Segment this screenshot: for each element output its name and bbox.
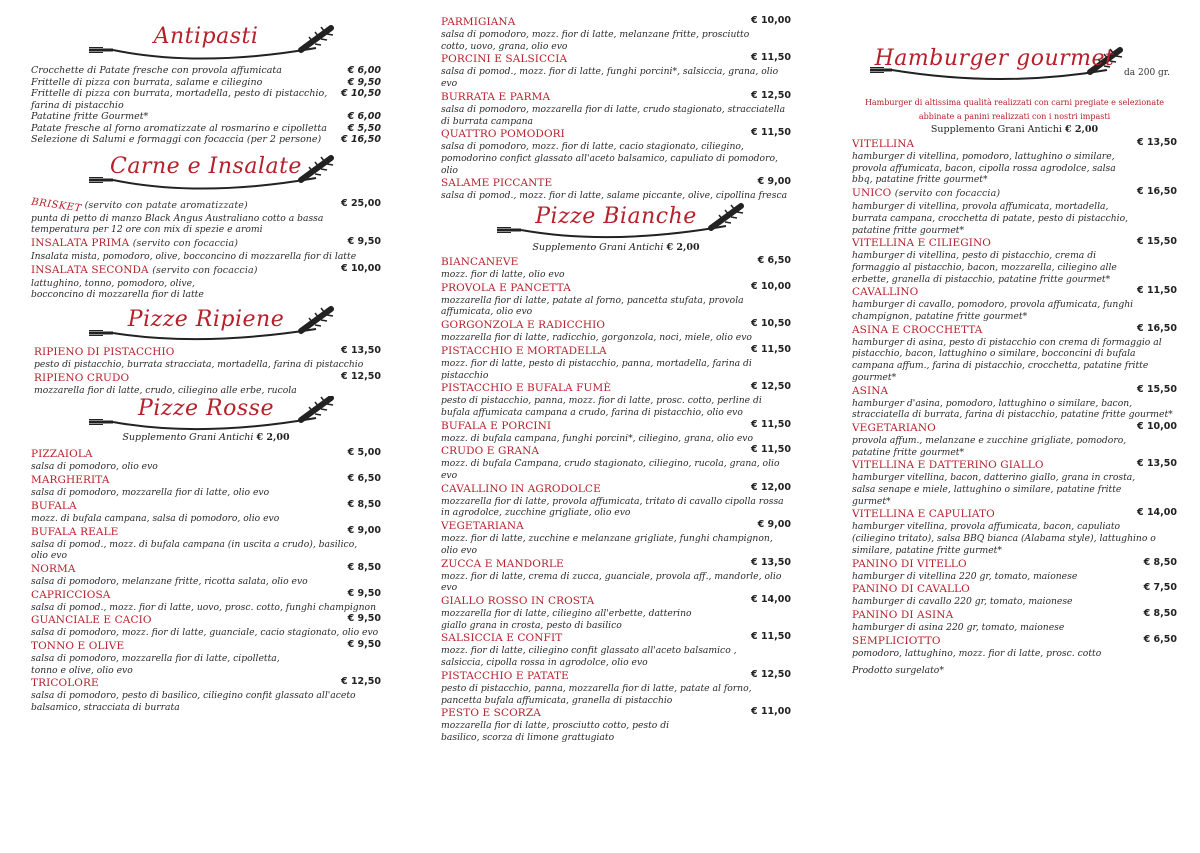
item-desc: salsa di pomodoro, mozz. fior di latte, melanzane fritte, prosciutto cotto, uovo, grana, olio evo xyxy=(441,29,750,52)
item-desc: mozzarella fior di latte, crudo, ciliegino alle erbe, rucola xyxy=(34,384,297,396)
item-name: PANINO DI ASINA xyxy=(852,608,954,621)
menu-item xyxy=(31,499,381,525)
item-desc: mozz. fior di latte, crema di zucca, guanciale, provola aff., mandorle, olio evo xyxy=(441,570,782,594)
item-price: € 14,00 xyxy=(751,593,791,605)
menu-item xyxy=(852,421,1177,458)
item-note: (servito con focaccia) xyxy=(132,237,239,249)
item-name: ASINA E CROCCHETTA xyxy=(852,323,983,336)
menu-item xyxy=(31,473,381,499)
menu-item xyxy=(31,88,381,111)
item-price: € 10,00 xyxy=(751,280,791,292)
item-desc: hamburger di asina, pesto di pistacchio con crema di formaggio al pistacchio, bacon, lattughino o similare, bocconcini di bufala campana affum., farina di pistacchio, crocchetta, patatine fritte gourmet* xyxy=(852,336,1162,383)
item-name: PISTACCHIO E PATATE xyxy=(441,669,569,682)
section-title: Antipasti xyxy=(153,24,259,49)
menu-item xyxy=(31,676,381,713)
item-price: € 8,50 xyxy=(347,561,381,573)
item-price: € 12,50 xyxy=(341,370,381,382)
section-title: Pizze Bianche xyxy=(535,204,697,230)
intro-line: Hamburger di altissima qualità realizzati con carni pregiate e selezionate xyxy=(864,98,1165,107)
item-note: (servito con patate aromatizzate) xyxy=(84,199,248,211)
item-desc: mozz. di bufala campana, salsa di pomodoro, olio evo xyxy=(31,512,280,524)
item-name: PANINO DI VITELLO xyxy=(852,557,967,570)
menu-item xyxy=(441,255,791,281)
item-desc: hamburger di vitellina 220 gr, tomato, maionese xyxy=(852,570,1078,582)
item-desc: Insalata mista, pomodoro, olive, bocconcino di mozzarella fior di latte xyxy=(31,250,357,262)
item-name: SEMPLICIOTTO xyxy=(852,634,941,647)
item-desc: mozzarella fior di latte, provola affumicata, tritato di cavallo cipolla rossa in agrodolce, zucchine grigliate, olio evo xyxy=(441,495,784,519)
item-price: € 6,50 xyxy=(757,255,791,267)
section-header-rosse xyxy=(31,396,381,432)
item-desc: salsa di pomodoro, mozzarella fior di latte, crudo stagionato, stracciatella di burrata campana xyxy=(441,103,786,127)
item-desc: mozz. di bufala Campana, crudo stagionato, ciliegino, rucola, grana, olio evo xyxy=(441,458,780,482)
menu-item xyxy=(31,613,381,639)
item-name: Crocchette di Patate fresche con provola affumicata xyxy=(31,65,282,76)
item-price: € 11,50 xyxy=(751,52,791,64)
menu-item xyxy=(441,594,791,631)
section-header-bianche xyxy=(441,202,791,242)
item-note: (servito con focaccia) xyxy=(152,264,258,276)
item-name: GUANCIALE E CACIO xyxy=(31,614,152,627)
item-price: € 12,50 xyxy=(751,668,791,680)
menu-item xyxy=(852,137,1177,186)
item-price: € 10,50 xyxy=(751,318,791,330)
menu-item xyxy=(441,482,791,519)
item-desc: hamburger di cavallo 220 gr, tomato, maionese xyxy=(852,596,1073,608)
item-desc: salsa di pomodoro, pesto di basilico, ciliegino confit glassato all'aceto balsamico, stracciata di burrata xyxy=(31,690,356,714)
menu-item xyxy=(852,507,1177,556)
item-desc: punta di petto di manzo Black Angus Australiano cotto a bassa temperatura per 12 ore con mix di spezie e aromi xyxy=(31,212,324,236)
item-name: VITELLINA E CILIEGINO xyxy=(852,237,991,250)
item-price: € 16,50 xyxy=(1137,322,1177,334)
item-name: RIPIENO CRUDO xyxy=(34,371,130,384)
intro-line: abbinate a panini realizzati con i nostri impasti xyxy=(918,112,1111,121)
supplement-label: Supplemento Grani Antichi xyxy=(532,242,664,254)
item-name: BIANCANEVE xyxy=(441,256,519,269)
menu-item xyxy=(852,608,1177,634)
menu-column-3 xyxy=(852,40,1177,676)
item-desc: salsa di pomodoro, olio evo xyxy=(31,461,158,473)
menu-item xyxy=(852,458,1177,507)
menu-column-2 xyxy=(441,15,791,744)
item-name: BUFALA E PORCINI xyxy=(441,419,552,432)
menu-item xyxy=(852,582,1177,608)
item-price: € 15,50 xyxy=(1137,383,1177,395)
menu-item xyxy=(31,123,381,135)
item-desc: mozz. fior di latte, ciliegino confit glassato all'aceto balsamico , salsiccia, cipolla rossa in agrodolce, olio evo xyxy=(441,645,737,669)
item-name: INSALATA SECONDA xyxy=(31,263,149,276)
item-desc: salsa di pomod., mozz. fior di latte, salame piccante, olive, cipollina fresca xyxy=(441,190,788,202)
menu-item xyxy=(31,134,381,146)
brisket-badge: BRISKET xyxy=(30,196,83,214)
item-price: € 13,50 xyxy=(1137,137,1177,148)
supplement-price: € 2,00 xyxy=(256,432,290,444)
menu-item xyxy=(852,384,1177,421)
item-name: BUFALA xyxy=(31,499,77,512)
item-price: € 8,50 xyxy=(347,498,381,510)
supplement-note xyxy=(852,124,1177,135)
item-desc: lattughino, tonno, pomodoro, olive, bocconcino di mozzarella fior di latte xyxy=(31,277,204,301)
menu-item xyxy=(441,52,791,89)
item-note: (servito con focaccia) xyxy=(894,188,1001,200)
item-price: € 5,50 xyxy=(347,122,381,134)
item-name: PARMIGIANA xyxy=(441,16,516,28)
item-name: SALAME PICCANTE xyxy=(441,177,553,190)
menu-item xyxy=(441,631,791,668)
supplement-note xyxy=(441,242,791,253)
item-price: € 13,50 xyxy=(751,556,791,568)
item-name: PISTACCHIO E MORTADELLA xyxy=(441,344,607,357)
menu-item xyxy=(31,525,381,562)
item-price: € 9,50 xyxy=(347,587,381,599)
supplement-label: Supplemento Grani Antichi xyxy=(930,124,1062,135)
menu-column-1 xyxy=(31,0,381,714)
item-desc: hamburger di asina 220 gr, tomato, maionese xyxy=(852,621,1065,633)
menu-item xyxy=(852,557,1177,583)
item-name: VITELLINA E DATTERINO GIALLO xyxy=(852,459,1044,472)
section-title: Pizze Rosse xyxy=(138,396,274,422)
item-desc: hamburger vitellina, bacon, datterino giallo, grana in crosta, salsa senape e miele, lattughino o similare, patatine fritte gurmet* xyxy=(852,472,1136,507)
rosse-cont-list xyxy=(441,15,791,202)
item-name: ZUCCA E MANDORLE xyxy=(441,557,564,570)
frozen-product-footnote: Prodotto surgelato* xyxy=(852,665,944,677)
item-price: € 25,00 xyxy=(341,197,381,209)
menu-item xyxy=(31,263,381,301)
menu-item xyxy=(852,285,1177,322)
menu-item xyxy=(31,236,381,263)
item-desc: hamburger di vitellina, provola affumicata, mortadella, burrata campana, crocchetta di patate, pesto di pistacchio, patatine fritte gourmet* xyxy=(852,201,1129,236)
menu-item xyxy=(441,318,791,344)
item-name: VEGETARIANA xyxy=(441,520,524,533)
item-name: Patatine fritte Gourmet* xyxy=(31,111,149,122)
section-header-hamburger xyxy=(852,40,1177,86)
menu-item xyxy=(31,198,381,236)
weight-note: da 200 gr. xyxy=(1124,68,1170,78)
section-header-carne xyxy=(31,150,381,192)
item-desc: mozz. fior di latte, olio evo xyxy=(441,269,565,281)
menu-item xyxy=(31,588,381,614)
section-header-ripiene xyxy=(31,303,381,345)
item-desc: mozzarella fior di latte, radicchio, gorgonzola, noci, miele, olio evo xyxy=(441,332,752,344)
item-price: € 9,50 xyxy=(347,235,381,247)
antipasti-list xyxy=(31,65,381,146)
supplement-price: € 2,00 xyxy=(1065,124,1099,135)
item-price: € 9,00 xyxy=(347,524,381,536)
menu-item xyxy=(31,639,381,676)
item-price: € 11,50 xyxy=(751,343,791,355)
menu-item xyxy=(852,236,1177,285)
item-name: GORGONZOLA E RADICCHIO xyxy=(441,319,606,332)
item-name: PROVOLA E PANCETTA xyxy=(441,281,571,294)
menu-item xyxy=(31,447,381,473)
item-price: € 10,00 xyxy=(1137,420,1177,432)
item-name: MARGHERITA xyxy=(31,474,110,487)
item-name: VEGETARIANO xyxy=(852,421,936,434)
carne-list xyxy=(31,198,381,302)
menu-item xyxy=(31,65,381,77)
section-title: Carne e Insalate xyxy=(110,153,302,179)
menu-item xyxy=(441,444,791,481)
menu-item xyxy=(852,323,1177,384)
item-name: PESTO E SCORZA xyxy=(441,707,541,720)
item-name: CAVALLINO IN AGRODOLCE xyxy=(441,482,601,495)
item-price: € 14,00 xyxy=(1137,507,1177,519)
menu-item xyxy=(441,176,791,202)
menu-item xyxy=(31,111,381,123)
menu-item xyxy=(31,77,381,89)
item-price: € 11,50 xyxy=(751,631,791,643)
item-price: € 6,50 xyxy=(1143,633,1177,645)
item-price: € 16,50 xyxy=(1137,186,1177,198)
item-desc: mozzarella fior di latte, patate al forno, pancetta stufata, provola affumicata, olio evo xyxy=(441,294,744,318)
item-price: € 16,50 xyxy=(341,134,381,145)
item-price: € 12,50 xyxy=(751,89,791,101)
item-desc: hamburger di vitellina, pesto di pistacchio, crema di formaggio al pistacchio, bacon, mozzarella, ciliegino alle erbette, granella di pistacchio, patatine fritte gourmet* xyxy=(852,250,1117,285)
item-desc: mozz. fior di latte, pesto di pistacchio, panna, mortadella, farina di pistacchio xyxy=(441,357,752,381)
item-name: UNICO xyxy=(852,187,892,200)
item-price: € 8,50 xyxy=(1143,556,1177,568)
menu-item xyxy=(31,345,381,371)
item-desc: hamburger d'asina, pomodoro, lattughino o similare, bacon, stracciatella di burrata, farina di pistacchio, patatine fritte gourmet* xyxy=(852,397,1173,421)
item-price: € 11,50 xyxy=(751,444,791,456)
item-price: € 6,00 xyxy=(347,111,381,122)
item-desc: mozzarella fior di latte, prosciutto cotto, pesto di basilico, scorza di limone grattugiato xyxy=(441,720,670,743)
item-name: ASINA xyxy=(852,384,889,397)
item-price: € 12,50 xyxy=(751,381,791,393)
item-name: CAPRICCIOSA xyxy=(31,588,111,601)
item-price: € 10,00 xyxy=(751,15,791,26)
item-price: € 10,00 xyxy=(341,262,381,274)
section-header-antipasti xyxy=(31,20,381,62)
item-desc: salsa di pomod., mozz. fior di latte, funghi porcini*, salsiccia, grana, olio evo xyxy=(441,66,779,90)
menu-item xyxy=(441,381,791,418)
menu-item xyxy=(441,419,791,445)
item-name: VITELLINA E CAPULIATO xyxy=(852,508,995,521)
item-desc: salsa di pomod., mozz. fior di latte, uovo, prosc. cotto, funghi champignon xyxy=(31,601,376,613)
item-desc: pesto di pistacchio, burrata stracciata, mortadella, farina di pistacchio xyxy=(34,359,364,371)
item-name: TRICOLORE xyxy=(31,677,99,690)
item-name: NORMA xyxy=(31,562,76,575)
menu-item xyxy=(441,669,791,706)
item-price: € 15,50 xyxy=(1137,236,1177,248)
menu-item xyxy=(441,15,791,52)
item-name: BUFALA REALE xyxy=(31,525,119,538)
item-price: € 11,50 xyxy=(1137,285,1177,297)
item-name: PIZZAIOLA xyxy=(31,448,93,461)
menu-item xyxy=(852,186,1177,236)
item-price: € 12,00 xyxy=(751,481,791,493)
item-desc: salsa di pomodoro, mozzarella fior di latte, cipolletta, tonno e olive, olio evo xyxy=(31,653,280,676)
menu-item xyxy=(441,281,791,318)
item-price: € 6,50 xyxy=(347,473,381,485)
item-price: € 9,50 xyxy=(347,76,381,88)
item-desc: salsa di pomodoro, mozz. fior di latte, cacio stagionato, ciliegino, pomodorino confict glassato all'aceto balsamico, capuliato di pomodoro, olio xyxy=(441,141,778,176)
bianche-list xyxy=(441,255,791,744)
item-price: € 9,50 xyxy=(347,613,381,625)
menu-item xyxy=(31,371,381,397)
item-desc: pomodoro, lattughino, mozz. fior di latte, prosc. cotto xyxy=(852,647,1102,659)
menu-item xyxy=(441,127,791,176)
item-name: CRUDO E GRANA xyxy=(441,445,540,458)
item-desc: mozz. fior di latte, zucchine e melanzane grigliate, funghi champignon, olio evo xyxy=(441,533,773,556)
item-price: € 9,00 xyxy=(757,519,791,531)
item-price: € 7,50 xyxy=(1143,582,1177,594)
item-name: GIALLO ROSSO IN CROSTA xyxy=(441,594,595,607)
item-desc: mozzarella fior di latte, ciliegino all'erbette, datterino giallo grana in crosta, pesto di basilico xyxy=(441,607,692,631)
item-name: CAVALLINO xyxy=(852,286,919,299)
hamburger-intro xyxy=(852,96,1177,124)
hamburger-list xyxy=(852,137,1177,659)
item-price: € 6,00 xyxy=(347,65,381,76)
item-desc: salsa di pomodoro, mozzarella fior di latte, olio evo xyxy=(31,487,270,499)
item-name: TONNO E OLIVE xyxy=(31,640,125,653)
menu-item xyxy=(31,562,381,588)
item-desc: hamburger vitellina, provola affumicata, bacon, capuliato (ciliegino tritato), salsa BBQ bianca (Alabama style), lattughino o similare, patatine fritte gurmet* xyxy=(852,521,1156,556)
item-name: QUATTRO POMODORI xyxy=(441,128,565,141)
item-name: BURRATA E PARMA xyxy=(441,90,551,103)
supplement-label: Supplemento Grani Antichi xyxy=(122,432,254,444)
ripiene-list xyxy=(31,345,381,396)
item-name: PORCINI E SALSICCIA xyxy=(441,53,568,66)
item-desc: mozz. di bufala campana, funghi porcini*, ciliegino, grana, olio evo xyxy=(441,432,754,444)
menu-item xyxy=(852,634,1177,660)
item-name: Frittelle di pizza con burrata, mortadella, pesto di pistacchio, farina di pistacchio xyxy=(31,88,328,111)
item-price: € 5,00 xyxy=(347,447,381,459)
menu-item xyxy=(441,706,791,743)
item-desc: salsa di pomodoro, melanzane fritte, ricotta salata, olio evo xyxy=(31,575,308,587)
item-desc: salsa di pomod., mozz. di bufala campana (in uscita a crudo), basilico, olio evo xyxy=(31,538,358,562)
section-title: Hamburger gourmet xyxy=(874,46,1115,71)
rosse-list xyxy=(31,447,381,713)
item-desc: hamburger di vitellina, pomodoro, lattughino o similare, provola affumicata, bacon, cipolla rossa agrodolce, salsa bbq, patatine fritte gourmet* xyxy=(852,151,1116,186)
item-name: Patate fresche al forno aromatizzate al rosmarino e cipolletta xyxy=(31,122,327,134)
section-title: Pizze Ripiene xyxy=(127,307,285,333)
item-name: INSALATA PRIMA xyxy=(31,236,130,249)
item-price: € 9,00 xyxy=(757,176,791,188)
item-price: € 11,50 xyxy=(751,418,791,430)
item-name: Selezione di Salumi e formaggi con focaccia (per 2 persone) xyxy=(31,134,322,145)
item-name: VITELLINA xyxy=(852,138,915,150)
menu-item xyxy=(441,557,791,594)
item-desc: provola affum., melanzane e zucchine grigliate, pomodoro, patatine fritte gourmet* xyxy=(852,434,1127,458)
item-price: € 9,50 xyxy=(347,639,381,651)
item-name: RIPIENO DI PISTACCHIO xyxy=(34,346,175,359)
item-desc: pesto di pistacchio, panna, mozzarella fior di latte, patate al forno, pancetta bufala affumicata, granella di pistacchio xyxy=(441,682,752,706)
menu-item xyxy=(441,90,791,127)
item-price: € 13,50 xyxy=(341,345,381,357)
menu-item xyxy=(441,519,791,556)
item-name: PANINO DI CAVALLO xyxy=(852,583,970,596)
item-name: SALSICCIA E CONFIT xyxy=(441,632,563,645)
item-desc: pesto di pistacchio, panna, mozz. fior di latte, prosc. cotto, perline di bufala affumicata campana a crudo, farina di pistacchio, olio evo xyxy=(441,395,762,418)
menu-item xyxy=(441,344,791,381)
item-desc: hamburger di cavallo, pomodoro, provola affumicata, funghi champignon, patatine fritte gourmet* xyxy=(852,299,1134,323)
supplement-price: € 2,00 xyxy=(666,242,700,254)
item-price: € 13,50 xyxy=(1137,458,1177,470)
item-price: € 12,50 xyxy=(341,676,381,688)
item-price: € 11,50 xyxy=(751,127,791,139)
item-price: € 8,50 xyxy=(1143,607,1177,619)
item-price: € 10,50 xyxy=(341,88,381,99)
item-name: Frittelle di pizza con burrata, salame e ciliegino xyxy=(31,76,263,88)
item-name: PISTACCHIO E BUFALA FUMÈ xyxy=(441,382,612,395)
item-price: € 11,00 xyxy=(751,706,791,718)
item-desc: salsa di pomodoro, mozz. fior di latte, guanciale, cacio stagionato, olio evo xyxy=(31,627,379,639)
